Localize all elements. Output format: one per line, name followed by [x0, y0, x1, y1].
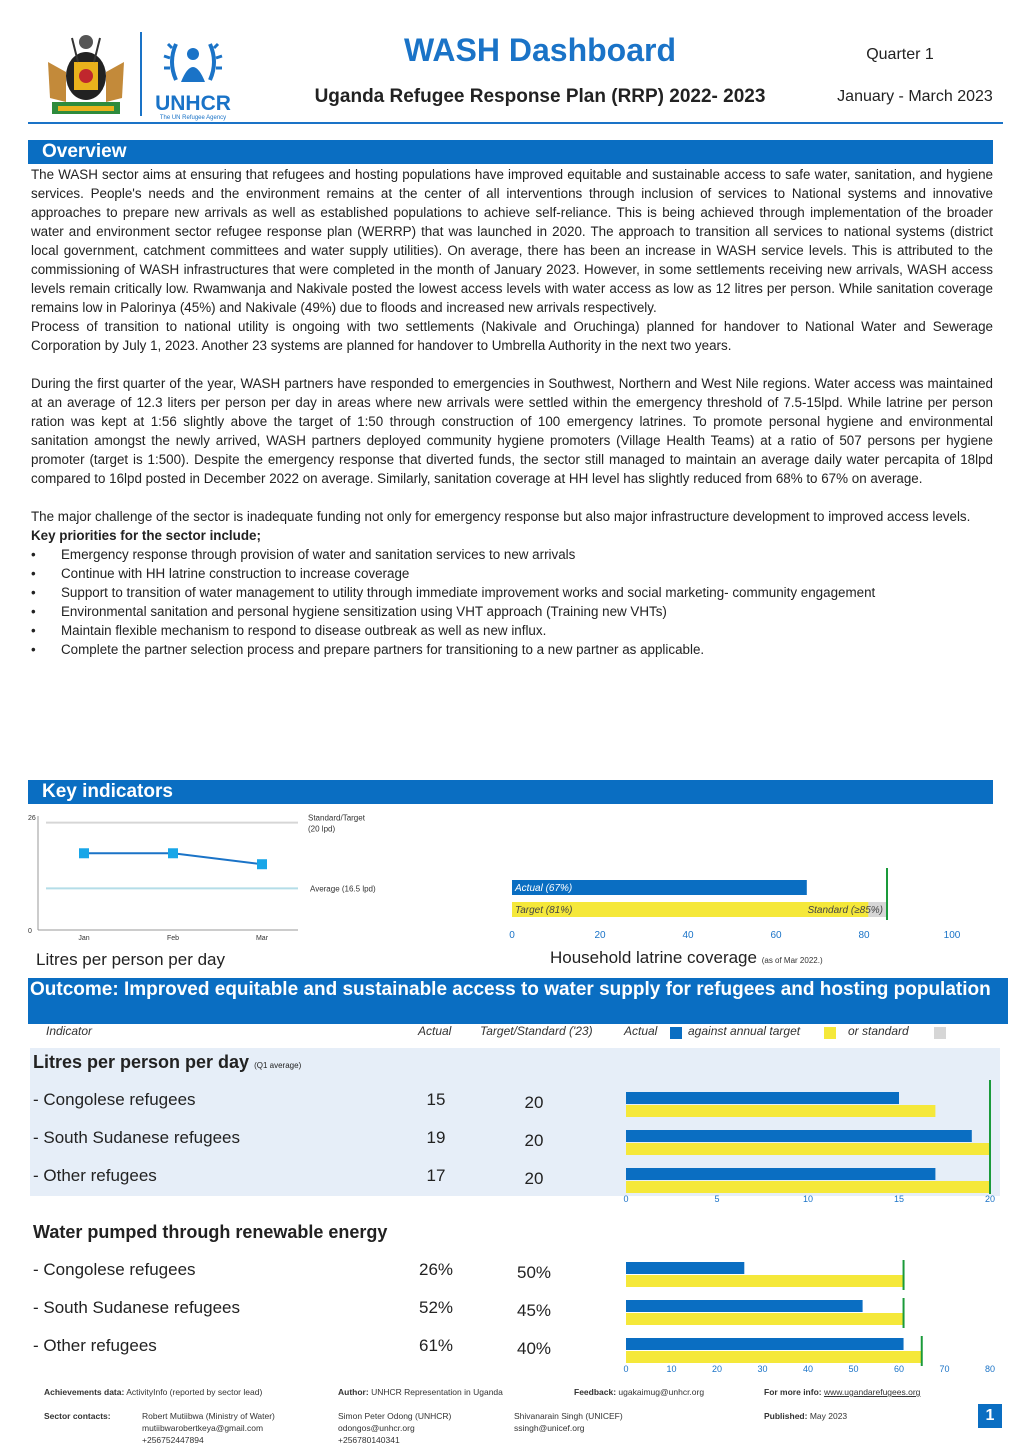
overview-paragraph-3: During the first quarter of the year, WASH partners have responded to emergencies in Southwest, Northern and West Nile regions. Water access was maintained at an average of 12.3 liters per person per day in areas where new arrivals were settled within the emergency threshold of 7.5-15lpd. While latrine per person ration was kept at 1:56 slightly above the target of 1:50 through construction of 100 emergency latrines. To promote personal hygiene and environmental sanitation amongst the newly arrived, WASH partners deployed community hygiene promoters (Village Health Teams) at a ratio of 507 persons per hygiene promoter (target is 1:500). Despite the emergency response that diverted funds, the sector still managed to maintain an average daily water percapita of 18lpd compared to 16lpd posted in December 2022 on average. Similarly, sanitation coverage at HH level has slightly reduced from 68% to 67% on average. — [31, 376, 993, 486]
target-bar — [626, 1275, 904, 1287]
page-number-badge: 1 — [978, 1404, 1002, 1428]
group2-row-label: - Other refugees — [33, 1336, 157, 1355]
standard-label: (20 lpd) — [308, 824, 336, 834]
footer-more-info-link[interactable]: www.ugandarefugees.org — [823, 1387, 921, 1397]
x-tick-label: 80 — [858, 930, 870, 941]
footer-author-label: Author: — [338, 1387, 369, 1397]
bar-label: Target (81%) — [515, 905, 573, 916]
unhcr-logo-text: UNHCR — [155, 92, 231, 115]
col-header-target: Target/Standard ('23) — [480, 1024, 593, 1038]
legend-target-swatch — [824, 1027, 836, 1039]
group2-row-actual: 52% — [418, 1298, 454, 1317]
col-header-indicator: Indicator — [46, 1024, 93, 1038]
overview-heading: Overview — [28, 140, 993, 164]
legend-target-label: against annual target — [688, 1024, 801, 1038]
x-tick-label: 20 — [594, 930, 606, 941]
x-tick-label: 80 — [984, 1364, 996, 1374]
contact-name: Simon Peter Odong (UNHCR) — [338, 1411, 452, 1421]
footer-published-label: Published: — [764, 1411, 808, 1421]
x-tick-label: 10 — [802, 1194, 814, 1204]
x-tick-label: 40 — [802, 1364, 814, 1374]
group1-note: (Q1 average) — [254, 1061, 302, 1070]
overview-paragraph-2: Process of transition to national utility is ongoing with two settlements (Nakivale and Oruchinga) planned for handover to National Water and Sewerage Corporation by July 1, 2023. Another 23 systems are planned for handover to Umbrella Authority in the next two years. — [31, 319, 993, 353]
x-tick-label: 100 — [943, 930, 961, 941]
priority-item: • Environmental sanitation and personal hygiene sensitization using VHT approach (Training new VHTs) — [31, 602, 993, 621]
overview-body — [31, 165, 993, 659]
priority-item: • Complete the partner selection process and prepare partners for transitioning to a new partner as applicable. — [31, 640, 993, 659]
group2-row-actual: 61% — [418, 1336, 454, 1355]
key-indicators-heading: Key indicators — [28, 780, 993, 804]
group2-row-label: - South Sudanese refugees — [33, 1298, 240, 1317]
footer-author — [338, 1386, 503, 1398]
group2-row-actual: 26% — [418, 1260, 454, 1279]
footer-contact-2 — [338, 1410, 451, 1446]
footer-published — [764, 1410, 847, 1422]
footer-feedback-label: Feedback: — [574, 1387, 617, 1397]
group1-row-target: 20 — [524, 1093, 544, 1112]
unhcr-emblem-icon — [148, 34, 238, 88]
legend-actual-label: Actual — [624, 1024, 658, 1038]
priorities-title: Key priorities for the sector include; — [31, 528, 261, 543]
latrine-chart-caption-note: (as of Mar 2022.) — [761, 956, 823, 965]
legend-standard-swatch — [934, 1027, 946, 1039]
target-bar — [626, 1313, 904, 1325]
header-divider — [28, 122, 1003, 124]
target-bar — [626, 1143, 990, 1155]
actual-bar — [626, 1092, 899, 1104]
group2-row-target: 50% — [516, 1263, 552, 1282]
contact-phone: +256780140341 — [338, 1435, 400, 1445]
target-bar — [626, 1181, 990, 1193]
data-point — [257, 859, 267, 869]
standard-label: Standard/Target — [308, 813, 365, 823]
y-tick-label: 0 — [28, 928, 32, 935]
standard-label: Standard (≥85%) — [807, 905, 883, 916]
priority-item: • Support to transition of water management to utility through immediate improvement works and social marketing- community engagement — [31, 583, 993, 602]
unhcr-logo-tagline: The UN Refugee Agency — [159, 115, 227, 121]
latrine-chart-caption — [550, 948, 823, 968]
legend-actual-swatch — [670, 1027, 682, 1039]
footer-contact-3 — [514, 1410, 623, 1434]
x-tick-label: 30 — [757, 1364, 768, 1374]
contact-name: Robert Mutiibwa (Ministry of Water) — [142, 1411, 275, 1421]
x-tick-label: 60 — [893, 1364, 905, 1374]
footer-contacts-label-text: Sector contacts: — [44, 1411, 111, 1421]
group1-row-actual: 19 — [426, 1128, 446, 1147]
x-tick-label: 0 — [509, 930, 515, 941]
page-title: WASH Dashboard — [403, 32, 677, 68]
unhcr-logo — [148, 34, 238, 121]
legend-standard-label: or standard — [848, 1024, 909, 1038]
actual-bar — [626, 1168, 935, 1180]
footer-feedback-value: ugakaimug@unhcr.org — [618, 1387, 705, 1397]
uganda-coat-of-arms-logo — [38, 32, 134, 118]
x-tick-label: 50 — [848, 1364, 859, 1374]
group1-row-label: - Congolese refugees — [33, 1090, 196, 1109]
latrine-bar-chart — [500, 860, 970, 945]
x-tick-label: Jan — [78, 935, 90, 942]
group1-row-actual: 15 — [426, 1090, 446, 1109]
x-tick-label: 0 — [623, 1364, 629, 1374]
priority-item: • Continue with HH latrine construction to increase coverage — [31, 564, 993, 583]
x-tick-label: 20 — [984, 1194, 996, 1204]
logo-divider — [140, 32, 142, 116]
actual-bar — [626, 1262, 744, 1274]
data-point — [79, 848, 89, 858]
group1-row-label: - Other refugees — [33, 1166, 157, 1185]
group2-row-target: 40% — [516, 1339, 552, 1358]
outcome-heading: Outcome: Improved equitable and sustainable access to water supply for refugees and hosting population — [28, 978, 1008, 1024]
group2-row-label: - Congolese refugees — [33, 1260, 196, 1279]
footer-published-value: May 2023 — [809, 1411, 848, 1421]
period-label: January - March 2023 — [837, 88, 993, 105]
contact-email[interactable]: odongos@unhcr.org — [338, 1423, 415, 1433]
x-tick-label: 10 — [666, 1364, 677, 1374]
litres-line-chart — [28, 808, 408, 948]
actual-bar — [626, 1338, 904, 1350]
footer-achievements-label: Achievements data: — [44, 1387, 125, 1397]
footer-more-info-label: For more info: — [764, 1387, 822, 1397]
x-tick-label: 40 — [682, 930, 694, 941]
group1-title-text: Litres per person per day — [33, 1052, 250, 1072]
group1-title — [33, 1052, 301, 1073]
footer-contacts-label — [44, 1410, 111, 1422]
overview-paragraph-4: The major challenge of the sector is inadequate funding not only for emergency response but also major infrastructure development to improved access levels. — [31, 509, 971, 524]
col-header-actual: Actual — [418, 1024, 452, 1038]
target-bar — [626, 1351, 922, 1363]
bar-label: Actual (67%) — [515, 883, 573, 894]
footer-feedback — [574, 1386, 704, 1398]
quarter-label: Quarter 1 — [866, 46, 934, 63]
group2-title: Water pumped through renewable energy — [33, 1222, 388, 1242]
litres-chart-caption: Litres per person per day — [36, 950, 225, 969]
overview-paragraph-1: The WASH sector aims at ensuring that refugees and hosting populations have improved equitable and sustainable access to safe water, sanitation, and hygiene services. People's needs and the environment remains at the center of all interventions through inclusion of services to National systems and innovative approaches to prepare new arrivals as well as established populations to achieve self-reliance. This is being achieved through implementation of the broader water and environment sector refugee response plan (WERRP) that was launched in 2020. The approach to transition all services to national systems (district local government, catchment committees and water supply utilities). On average, there has been an increase in WASH service levels. This is attributed to the commissioning of WASH infrastructures that were completed in the month of January 2023. However, in some settlements receiving new arrivals, WASH access levels remain critically low. Rwamwanja and Nakivale posted the lowest access levels with water access as low as 12 litres per person. While sanitation coverage remains low in Palorinya (45%) and Nakivale (49%) due to floods and increased new arrivals respectively. — [31, 167, 993, 315]
actual-bar — [626, 1300, 863, 1312]
data-point — [168, 848, 178, 858]
group1-row-target: 20 — [524, 1169, 544, 1188]
footer-contact-1 — [142, 1410, 275, 1446]
group2-bar-chart — [610, 1250, 1005, 1376]
x-tick-label: 60 — [770, 930, 782, 941]
x-tick-label: 20 — [711, 1364, 723, 1374]
page-subtitle: Uganda Refugee Response Plan (RRP) 2022- 2023 — [314, 86, 766, 107]
contact-email[interactable]: mutiibwarobertkeya@gmail.com — [142, 1423, 264, 1433]
x-tick-label: 70 — [939, 1364, 950, 1374]
contact-phone: +256752447894 — [142, 1435, 204, 1445]
group1-row-label: - South Sudanese refugees — [33, 1128, 240, 1147]
contact-email[interactable]: ssingh@unicef.org — [514, 1423, 585, 1433]
group2-row-target: 45% — [516, 1301, 552, 1320]
y-tick-label: 26 — [28, 815, 36, 822]
x-tick-label: 15 — [893, 1194, 905, 1204]
group1-row-actual: 17 — [426, 1166, 446, 1185]
actual-bar — [626, 1130, 972, 1142]
footer-author-value: UNHCR Representation in Uganda — [371, 1387, 503, 1397]
footer-achievements-value: ActivityInfo (reported by sector lead) — [126, 1387, 263, 1397]
footer-achievements — [44, 1386, 262, 1398]
average-label: Average (16.5 lpd) — [310, 884, 376, 894]
x-tick-label: 0 — [623, 1194, 629, 1204]
target-bar — [626, 1105, 935, 1117]
latrine-chart-caption-text: Household latrine coverage — [550, 948, 757, 967]
footer-more-info — [764, 1386, 920, 1398]
group1-row-target: 20 — [524, 1131, 544, 1150]
x-tick-label: Mar — [255, 935, 269, 942]
x-tick-label: Feb — [166, 935, 180, 942]
priorities-list — [31, 545, 993, 659]
contact-name: Shivanarain Singh (UNICEF) — [514, 1411, 623, 1421]
priority-item: • Emergency response through provision of water and sanitation services to new arrivals — [31, 545, 993, 564]
priority-item: • Maintain flexible mechanism to respond to disease outbreak as well as new influx. — [31, 621, 993, 640]
x-tick-label: 5 — [714, 1194, 720, 1204]
group1-bar-chart — [610, 1080, 1005, 1206]
